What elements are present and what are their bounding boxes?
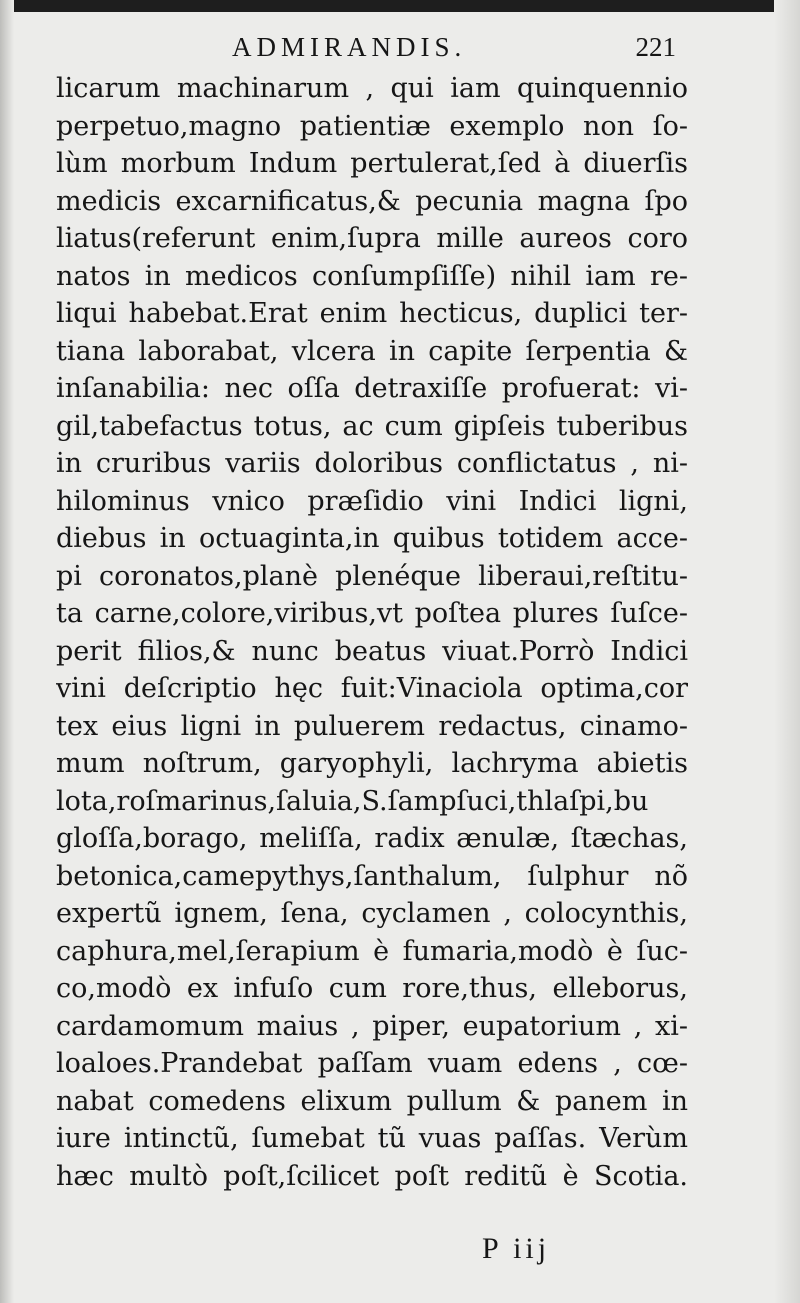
text-line: tex eius ligni in puluerem redactus, cinamo- [56,710,688,742]
text-line: co,modò ex infuſo cum rore,thus, elleborus, [56,973,688,1004]
text-line: medicis excarnificatus,& pecunia magna ſpo [56,185,688,217]
page-edge-shadow [774,0,800,1303]
text-line: gil,tabefactus totus, ac cum gipſeis tuberibus [56,410,688,442]
text-line: lùm morbum Indum pertulerat,ſed à diuerſis [56,148,688,179]
text-line: ta carne,colore,viribus,vt poſtea plures ſuſce- [56,598,688,629]
text-line: hilominus vnico præſidio vini Indici ligni, [56,485,688,517]
text-line: natos in medicos conſumpſiſſe) nihil iam re- [56,260,688,292]
body-text [56,70,688,1230]
running-title: ADMIRANDIS. [232,32,467,62]
scan-top-edge [0,0,800,12]
text-line: lota,roſmarinus,ſaluia,S.ſampſuci,thlaſpi,bu [56,785,649,817]
gutter-shadow [0,0,14,1303]
text-line: betonica,camepythys,ſanthalum, ſulphur nõ [56,860,688,892]
running-head [56,28,676,68]
text-line: inſanabilia: nec oſſa detraxiſſe profuerat: vi- [56,373,688,404]
text-line: gloſſa,borago, meliſſa, radix ænulæ, ſtæchas, [56,823,688,854]
text-line: hæc multò poſt,ſcilicet poſt reditũ è Scotia. [56,1160,688,1192]
text-line: iure intinctũ, ſumebat tũ vuas paſſas. Verùm [56,1123,688,1154]
text-line: perpetuo,magno patientiæ exemplo non ſo- [56,110,688,142]
text-line: pi coronatos,planè plenéque liberaui,reſtitu- [56,560,688,592]
text-line: cardamomum maius , piper, eupatorium , xi- [56,1010,688,1042]
page-number: 221 [635,32,676,62]
text-line: diebus in octuaginta,in quibus totidem acce- [56,523,688,554]
text-line: vini deſcriptio hęc fuit:Vinaciola optima,cor [56,673,688,704]
text-line: liqui habebat.Erat enim hecticus, duplici ter- [56,298,688,329]
text-line: loaloes.Prandebat paſſam vuam edens , cœ- [56,1048,688,1079]
text-line: mum noſtrum, garyophyli, lachryma abietis [56,748,688,779]
text-line: liatus(referunt enim,ſupra mille aureos coro [56,223,688,254]
text-line: perit filios,& nunc beatus viuat.Porrò Indici [56,635,688,667]
text-line: caphura,mel,ſerapium è fumaria,modò è ſuc- [56,935,688,967]
text-line: in cruribus variis doloribus conflictatus , ni- [56,448,688,479]
text-line: tiana laborabat, vlcera in capite ſerpentia & [56,335,688,367]
text-line: expertũ ignem, ſena, cyclamen , colocynthis, [56,898,688,929]
text-line: licarum machinarum , qui iam quinquennio [56,73,688,104]
signature-mark: P iij [482,1232,551,1265]
text-line: nabat comedens elixum pullum & panem in [56,1085,688,1117]
